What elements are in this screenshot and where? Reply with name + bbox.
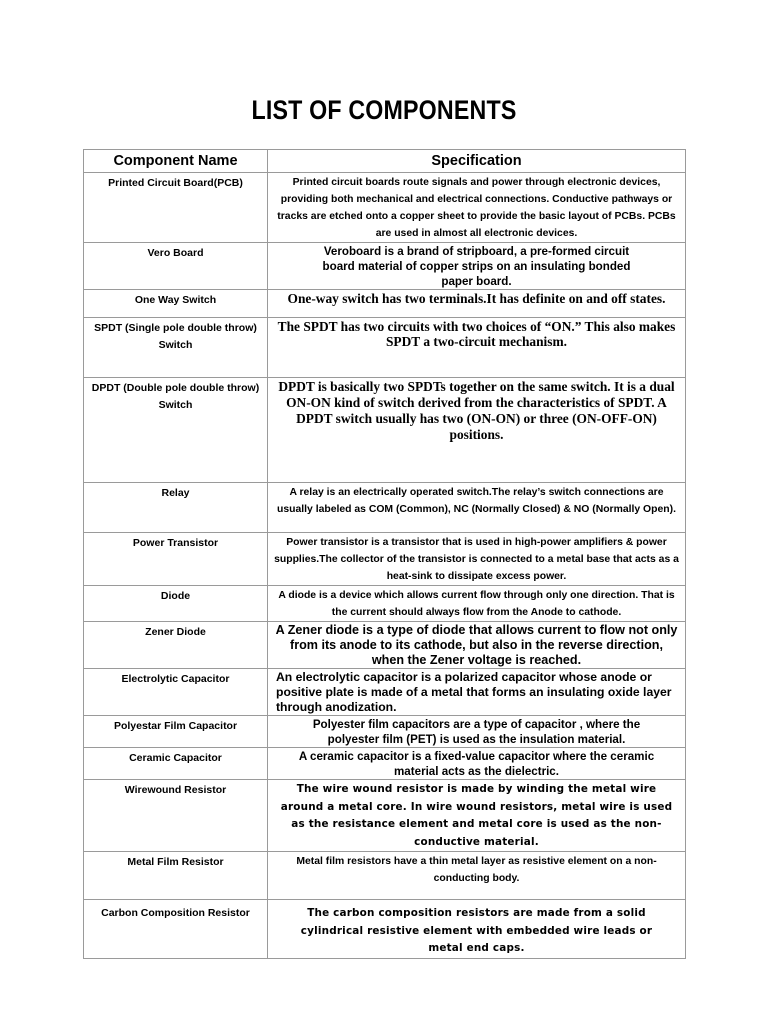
table-row bbox=[84, 173, 686, 243]
specification-cell: A Zener diode is a type of diode that allows current to flow not only from its anode to its cathode, but also in the reverse direction, when the Zener voltage is reached. bbox=[268, 622, 686, 669]
component-name-cell: Carbon Composition Resistor bbox=[84, 900, 268, 959]
specification-cell: A diode is a device which allows current flow through only one direction. That is the current should always flow from the Anode to cathode. bbox=[268, 586, 686, 622]
components-table bbox=[83, 149, 686, 959]
specification-cell: Metal film resistors have a thin metal layer as resistive element on a non-conducting body. bbox=[268, 852, 686, 900]
table-row bbox=[84, 852, 686, 900]
component-name-cell: Polyestar Film Capacitor bbox=[84, 716, 268, 748]
specification-cell: One-way switch has two terminals.It has definite on and off states. bbox=[268, 290, 686, 318]
specification-cell: DPDT is basically two SPDTs together on the same switch. It is a dual ON-ON kind of switch derived from the characteristics of SPDT. A DPDT switch usually has two (ON-ON) or three (ON-OFF-ON) positions. bbox=[268, 378, 686, 483]
table-row bbox=[84, 290, 686, 318]
table-row bbox=[84, 669, 686, 716]
specification-cell: Polyester film capacitors are a type of capacitor , where the polyester film (PET) is used as the insulation material. bbox=[268, 716, 686, 748]
component-name-cell: Printed Circuit Board(PCB) bbox=[84, 173, 268, 243]
specification-cell: The carbon composition resistors are made from a solid cylindrical resistive element with embedded wire leads or metal end caps. bbox=[268, 900, 686, 959]
component-name-cell: Zener Diode bbox=[84, 622, 268, 669]
table-header-row bbox=[84, 150, 686, 173]
column-header-component-name: Component Name bbox=[84, 150, 268, 173]
component-name-cell: DPDT (Double pole double throw) Switch bbox=[84, 378, 268, 483]
component-name-cell: Power Transistor bbox=[84, 533, 268, 586]
component-name-cell: Ceramic Capacitor bbox=[84, 748, 268, 780]
specification-cell: An electrolytic capacitor is a polarized capacitor whose anode or positive plate is made of a metal that forms an insulating oxide layer through anodization. bbox=[268, 669, 686, 716]
specification-cell: A relay is an electrically operated switch.The relay’s switch connections are usually labeled as COM (Common), NC (Normally Closed) & NO (Normally Open). bbox=[268, 483, 686, 533]
table-row bbox=[84, 622, 686, 669]
component-name-cell: Diode bbox=[84, 586, 268, 622]
specification-cell: Printed circuit boards route signals and power through electronic devices, providing both mechanical and electrical connections. Conductive pathways or tracks are etched onto a copper sheet to provide the basic layout of PCBs. PCBs are used in almost all electronic devices. bbox=[268, 173, 686, 243]
specification-cell: Veroboard is a brand of stripboard, a pre-formed circuit board material of copper strips on an insulating bonded paper board. bbox=[268, 243, 686, 290]
component-name-cell: Metal Film Resistor bbox=[84, 852, 268, 900]
specification-cell: A ceramic capacitor is a fixed-value capacitor where the ceramic material acts as the dielectric. bbox=[268, 748, 686, 780]
table-row bbox=[84, 378, 686, 483]
table-row bbox=[84, 748, 686, 780]
component-name-cell: Vero Board bbox=[84, 243, 268, 290]
page-title: LIST OF COMPONENTS bbox=[251, 95, 517, 125]
component-name-cell: Wirewound Resistor bbox=[84, 780, 268, 852]
table-row bbox=[84, 780, 686, 852]
table-row bbox=[84, 533, 686, 586]
component-name-cell: One Way Switch bbox=[84, 290, 268, 318]
specification-cell: Power transistor is a transistor that is used in high-power amplifiers & power supplies.The collector of the transistor is connected to a metal base that acts as a heat-sink to dissipate excess power. bbox=[268, 533, 686, 586]
specification-cell: The SPDT has two circuits with two choices of “ON.” This also makes SPDT a two-circuit mechanism. bbox=[268, 318, 686, 378]
component-name-cell: SPDT (Single pole double throw) Switch bbox=[84, 318, 268, 378]
table-row bbox=[84, 318, 686, 378]
table-row bbox=[84, 243, 686, 290]
table-row bbox=[84, 586, 686, 622]
table-row bbox=[84, 483, 686, 533]
table-row bbox=[84, 900, 686, 959]
component-name-cell: Relay bbox=[84, 483, 268, 533]
table-row bbox=[84, 716, 686, 748]
column-header-specification: Specification bbox=[268, 150, 686, 173]
component-name-cell: Electrolytic Capacitor bbox=[84, 669, 268, 716]
specification-cell: The wire wound resistor is made by winding the metal wire around a metal core. In wire wound resistors, metal wire is used as the resistance element and metal core is used as the non-conductive material. bbox=[268, 780, 686, 852]
